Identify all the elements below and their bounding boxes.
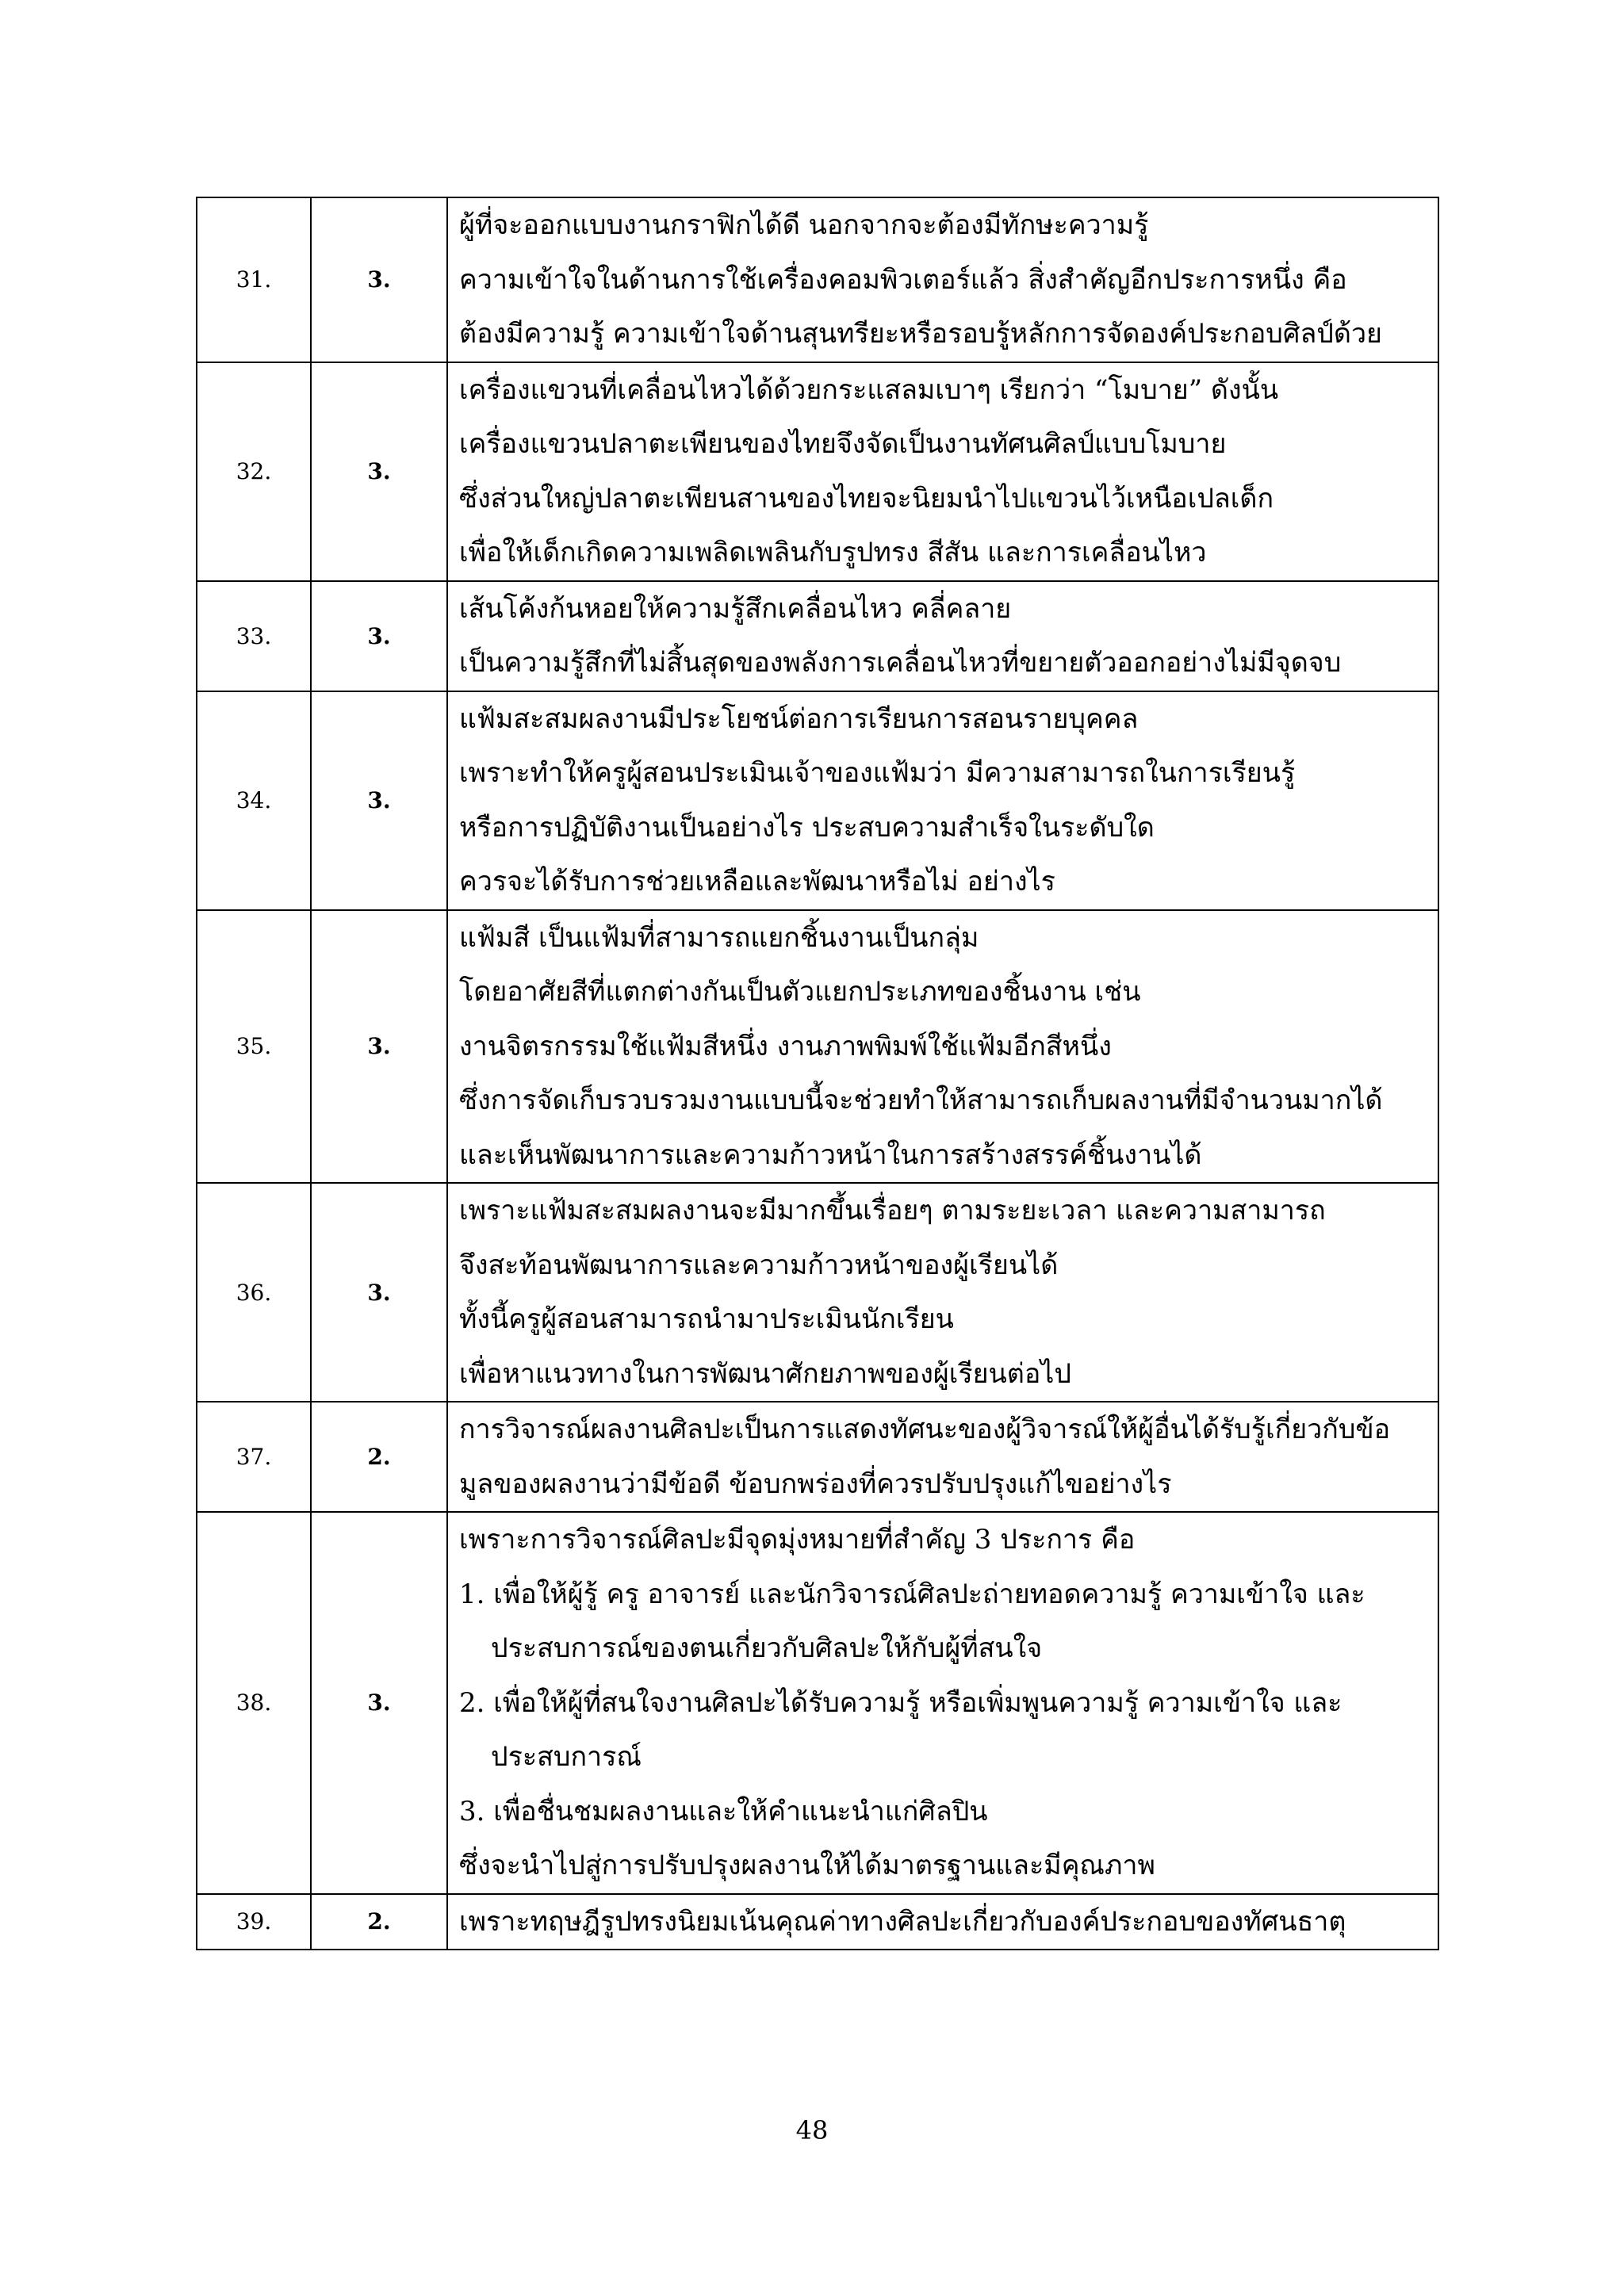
explanation (447, 910, 1438, 1184)
question-number: 31. (197, 197, 311, 362)
answer-key-table (196, 197, 1439, 1950)
answer-choice: 3. (311, 197, 447, 362)
answer-choice: 2. (311, 1402, 447, 1512)
explanation-line: เส้นโค้งก้นหอยให้ความรู้สึกเคลื่อนไหว คลี่คลาย (459, 592, 1012, 625)
answer-choice: 3. (311, 910, 447, 1184)
explanation (447, 197, 1438, 362)
explanation (447, 1512, 1438, 1894)
question-number: 35. (197, 910, 311, 1184)
explanation-line: ความเข้าใจในด้านการใช้เครื่องคอมพิวเตอร์แล้ว สิ่งสำคัญอีกประการหนึ่ง คือ (459, 263, 1347, 296)
answer-choice: 3. (311, 1512, 447, 1894)
explanation-line: เพราะแฟ้มสะสมผลงานจะมีมากขึ้นเรื่อยๆ ตามระยะเวลา และความสามารถ (459, 1195, 1326, 1226)
explanation-line: การวิจารณ์ผลงานศิลปะเป็นการแสดงทัศนะของผู้วิจารณ์ให้ผู้อื่นได้รับรู้เกี่ยวกับข้อ (459, 1414, 1391, 1445)
explanation-line: จึงสะท้อนพัฒนาการและความก้าวหน้าของผู้เรียนได้ (459, 1249, 1059, 1281)
explanation (447, 581, 1438, 691)
page-number: 48 (795, 2115, 829, 2145)
explanation (447, 362, 1438, 581)
answer-choice: 3. (311, 362, 447, 581)
table-row (197, 1402, 1438, 1512)
explanation-line: งานจิตรกรรมใช้แฟ้มสีหนึ่ง งานภาพพิมพ์ใช้แฟ้มอีกสีหนึ่ง (459, 1030, 1112, 1062)
answer-choice: 2. (311, 1894, 447, 1950)
explanation-line: เพราะทำให้ครูผู้สอนประเมินเจ้าของแฟ้มว่า มีความสามารถในการเรียนรู้ (459, 757, 1296, 789)
explanation-line: เพื่อให้เด็กเกิดความเพลิดเพลินกับรูปทรง สีสัน และการเคลื่อนไหว (459, 537, 1207, 568)
explanation (447, 1402, 1438, 1512)
answer-choice: 3. (311, 691, 447, 910)
explanation (447, 1183, 1438, 1402)
explanation-line: ควรจะได้รับการช่วยเหลือและพัฒนาหรือไม่ อย่างไร (459, 866, 1055, 897)
explanation-line: 3. เพื่อชื่นชมผลงานและให้คำแนะนำแก่ศิลปิน (459, 1795, 988, 1827)
table-row (197, 910, 1438, 1184)
explanation-line: เพราะการวิจารณ์ศิลปะมีจุดมุ่งหมายที่สำคัญ 3 ประการ คือ (459, 1524, 1136, 1556)
answer-choice: 3. (311, 1183, 447, 1402)
explanation-line: โดยอาศัยสีที่แตกต่างกันเป็นตัวแยกประเภทของชิ้นงาน เช่น (459, 976, 1141, 1008)
explanation-line: เพราะทฤษฎีรูปทรงนิยมเน้นคุณค่าทางศิลปะเกี่ยวกับองค์ประกอบของทัศนธาตุ (459, 1905, 1346, 1938)
question-number: 39. (197, 1894, 311, 1950)
table-row (197, 1894, 1438, 1950)
table-row (197, 1512, 1438, 1894)
explanation-line: เครื่องแขวนปลาตะเพียนของไทยจึงจัดเป็นงานทัศนศิลป์แบบโมบาย (459, 428, 1227, 460)
table-row (197, 581, 1438, 691)
explanation-line: ต้องมีความรู้ ความเข้าใจด้านสุนทรียะหรือรอบรู้หลักการจัดองค์ประกอบศิลป์ด้วย (459, 318, 1382, 350)
explanation-line: แฟ้มสะสมผลงานมีประโยชน์ต่อการเรียนการสอนรายบุคคล (459, 702, 1139, 735)
explanation-line: ซึ่งส่วนใหญ่ปลาตะเพียนสานของไทยจะนิยมนำไปแขวนไว้เหนือเปลเด็ก (459, 482, 1274, 515)
question-number: 38. (197, 1512, 311, 1894)
explanation-line: เครื่องแขวนที่เคลื่อนไหวได้ด้วยกระแสลมเบาๆ เรียกว่า “โมบาย” ดังนั้น (459, 373, 1279, 406)
explanation-line: ซึ่งการจัดเก็บรวบรวมงานแบบนี้จะช่วยทำให้สามารถเก็บผลงานที่มีจำนวนมากได้ (459, 1085, 1383, 1116)
explanation-line: ประสบการณ์ของตนเกี่ยวกับศิลปะให้กับผู้ที่สนใจ (491, 1632, 1043, 1664)
explanation-line: 1. เพื่อให้ผู้รู้ ครู อาจารย์ และนักวิจารณ์ศิลปะถ่ายทอดความรู้ ความเข้าใจ และ (459, 1578, 1365, 1610)
question-number: 34. (197, 691, 311, 910)
question-number: 32. (197, 362, 311, 581)
explanation-line: 2. เพื่อให้ผู้ที่สนใจงานศิลปะได้รับความรู้ หรือเพิ่มพูนความรู้ ความเข้าใจ และ (459, 1686, 1342, 1719)
explanation-line: ประสบการณ์ (491, 1741, 642, 1773)
explanation-line: ซึ่งจะนำไปสู่การปรับปรุงผลงานให้ได้มาตรฐานและมีคุณภาพ (459, 1850, 1155, 1881)
explanation-line: มูลของผลงานว่ามีข้อดี ข้อบกพร่องที่ควรปรับปรุงแก้ไขอย่างไร (459, 1468, 1172, 1500)
explanation-line: หรือการปฏิบัติงานเป็นอย่างไร ประสบความสำเร็จในระดับใด (459, 811, 1155, 844)
answer-choice: 3. (311, 581, 447, 691)
question-number: 37. (197, 1402, 311, 1512)
table-row (197, 362, 1438, 581)
explanation-line: ผู้ที่จะออกแบบงานกราฟิกได้ดี นอกจากจะต้องมีทักษะความรู้ (459, 209, 1149, 241)
table-row (197, 691, 1438, 910)
table-row (197, 1183, 1438, 1402)
explanation-line: แฟ้มสี เป็นแฟ้มที่สามารถแยกชิ้นงานเป็นกลุ่ม (459, 921, 979, 954)
explanation (447, 691, 1438, 910)
explanation-line: ทั้งนี้ครูผู้สอนสามารถนำมาประเมินนักเรียน (459, 1303, 954, 1335)
explanation-line: เพื่อหาแนวทางในการพัฒนาศักยภาพของผู้เรียนต่อไป (459, 1357, 1071, 1390)
table-row (197, 197, 1438, 362)
question-number: 33. (197, 581, 311, 691)
explanation (447, 1894, 1438, 1950)
explanation-line: และเห็นพัฒนาการและความก้าวหน้าในการสร้างสรรค์ชิ้นงานได้ (459, 1138, 1202, 1171)
explanation-line: เป็นความรู้สึกที่ไม่สิ้นสุดของพลังการเคลื่อนไหวที่ขยายตัวออกอย่างไม่มีจุดจบ (459, 647, 1342, 679)
question-number: 36. (197, 1183, 311, 1402)
